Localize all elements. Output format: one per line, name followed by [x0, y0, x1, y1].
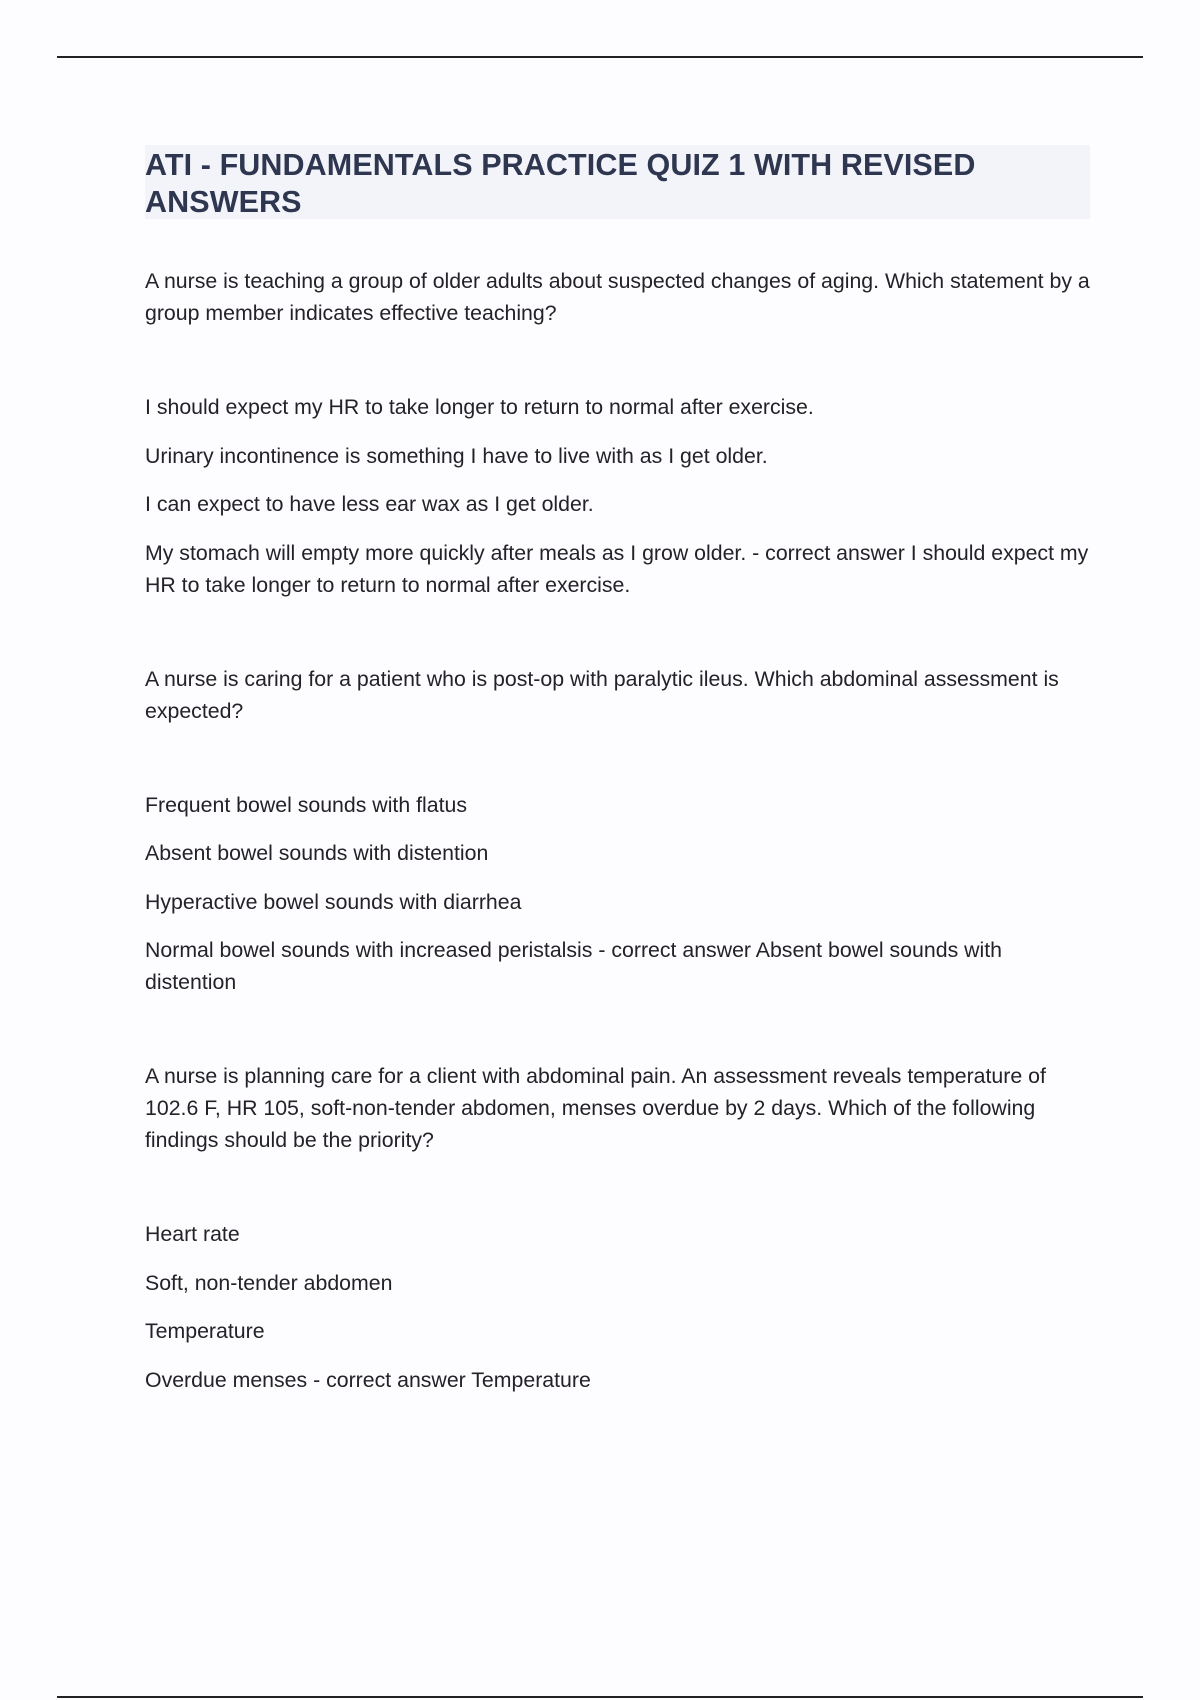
- question-block: [145, 1060, 1095, 1396]
- answer-option-with-correct-answer: Overdue menses - correct answer Temperature: [145, 1367, 591, 1392]
- answer-option-with-correct-answer: Normal bowel sounds with increased peristalsis - correct answer Absent bowel sounds with distention: [145, 938, 1003, 994]
- question-prompt: A nurse is caring for a patient who is post-op with paralytic ileus. Which abdominal assessment is expected?: [145, 666, 1059, 723]
- answer-option: Urinary incontinence is something I have to live with as I get older.: [145, 443, 768, 468]
- title-banner: [145, 145, 1090, 219]
- answer-options: [145, 391, 1095, 601]
- answer-options: [145, 789, 1095, 999]
- header-rule: [57, 56, 1143, 58]
- answer-option-with-correct-answer: My stomach will empty more quickly after meals as I grow older. - correct answer I should expect my HR to take longer to return to normal after exercise.: [145, 540, 1089, 597]
- answer-option: Hyperactive bowel sounds with diarrhea: [145, 889, 522, 914]
- question-prompt: A nurse is planning care for a client with abdominal pain. An assessment reveals temperature of 102.6 F, HR 105, soft-non-tender abdomen, menses overdue by 2 days. Which of the following findings should be the priority?: [145, 1064, 1046, 1152]
- answer-option: Temperature: [145, 1319, 265, 1343]
- answer-option: Heart rate: [145, 1222, 240, 1246]
- answer-option: I should expect my HR to take longer to return to normal after exercise.: [145, 395, 814, 419]
- question-block: [145, 663, 1095, 999]
- quiz-content: [145, 265, 1095, 1396]
- question-block: [145, 265, 1095, 601]
- answer-option: Soft, non-tender abdomen: [145, 1270, 393, 1295]
- answer-option: Frequent bowel sounds with flatus: [145, 792, 468, 817]
- answer-options: [145, 1218, 1095, 1396]
- footer-rule: [57, 1696, 1143, 1698]
- document-title: ATI - FUNDAMENTALS PRACTICE QUIZ 1 WITH REVISED ANSWERS: [145, 148, 976, 219]
- question-prompt: A nurse is teaching a group of older adults about suspected changes of aging. Which statement by a group member indicates effective teaching?: [145, 269, 1090, 325]
- answer-option: Absent bowel sounds with distention: [145, 841, 489, 865]
- answer-option: I can expect to have less ear wax as I get older.: [145, 492, 594, 516]
